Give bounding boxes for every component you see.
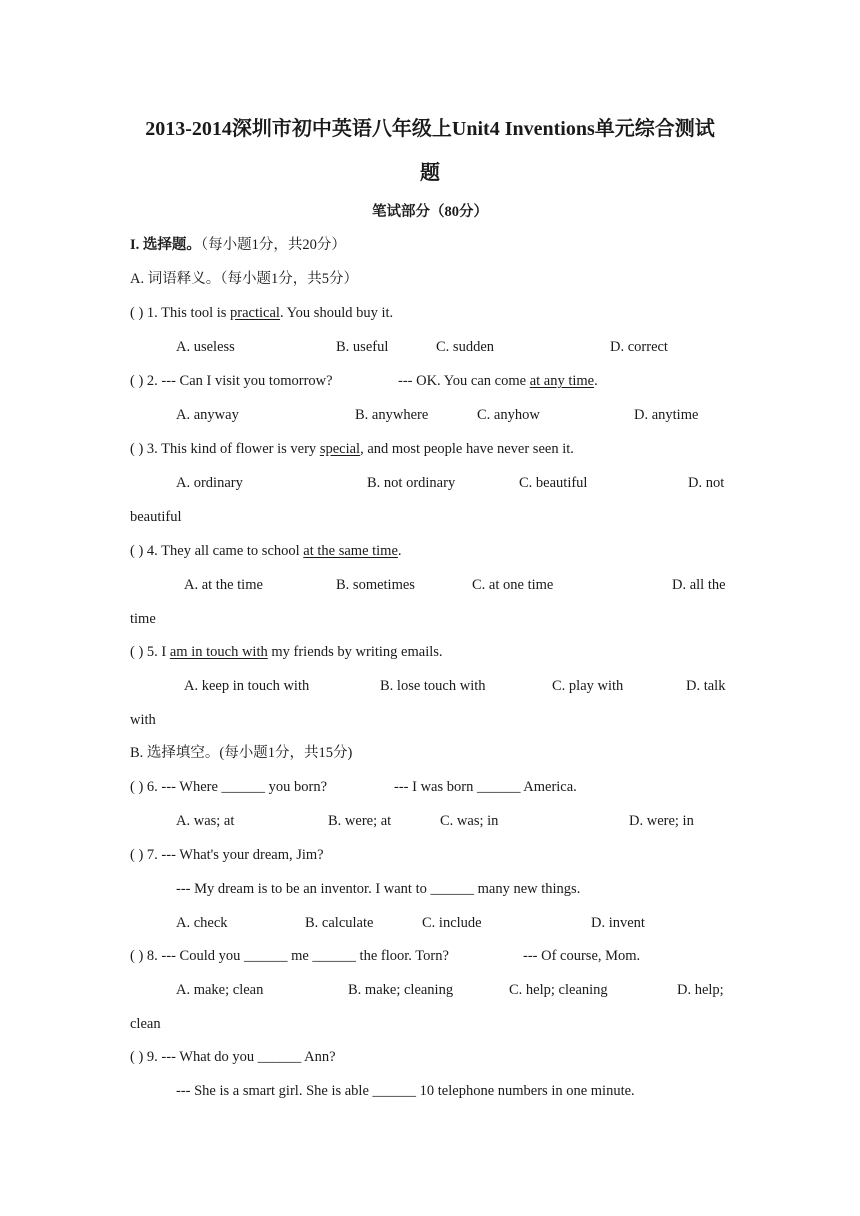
option-5c: C. play with: [552, 678, 624, 694]
option-4c: C. at one time: [472, 577, 554, 593]
question-2-reply: --- OK. You can come at any time.: [398, 373, 598, 389]
question-7: ( ) 7. --- What's your dream, Jim?: [130, 847, 324, 863]
option-8a: A. make; clean: [176, 982, 264, 998]
question-4: ( ) 4. They all came to school at the same time.: [130, 543, 402, 559]
option-8d-wrap: clean: [130, 1016, 161, 1032]
part-b-heading: B. 选择填空。(每小题1分，共15分): [130, 745, 353, 761]
option-8b: B. make; cleaning: [348, 982, 454, 998]
option-6a: A. was; at: [176, 813, 235, 829]
question-7-reply: --- My dream is to be an inventor. I want to ______ many new things.: [176, 881, 581, 897]
document-title-line1: 2013-2014深圳市初中英语八年级上Unit4 Inventions单元综合测试: [145, 118, 715, 140]
option-2a: A. anyway: [176, 407, 239, 423]
option-4b: B. sometimes: [336, 577, 415, 593]
option-4d: D. all the: [672, 577, 726, 593]
underlined-phrase: am in touch with: [169, 644, 268, 660]
question-3: ( ) 3. This kind of flower is very special, and most people have never seen it.: [130, 441, 574, 457]
option-3c: C. beautiful: [519, 475, 588, 491]
option-5b: B. lose touch with: [380, 678, 486, 694]
option-5a: A. keep in touch with: [184, 678, 310, 694]
option-8d: D. help;: [677, 982, 724, 998]
question-6: ( ) 6. --- Where ______ you born?: [130, 779, 328, 795]
document-title-line2: 题: [420, 162, 440, 184]
option-3d: D. not: [688, 475, 725, 491]
option-2d: D. anytime: [634, 407, 699, 423]
question-8: ( ) 8. --- Could you ______ me ______ the floor. Torn?: [130, 948, 449, 964]
option-5d-wrap: with: [130, 712, 156, 728]
underlined-phrase: practical: [230, 305, 280, 321]
option-4d-wrap: time: [130, 611, 156, 627]
option-3d-wrap: beautiful: [130, 509, 182, 525]
option-1c: C. sudden: [436, 339, 494, 355]
option-3a: A. ordinary: [176, 475, 243, 491]
option-7b: B. calculate: [305, 915, 374, 931]
option-8c: C. help; cleaning: [509, 982, 608, 998]
question-9: ( ) 9. --- What do you ______ Ann?: [130, 1049, 336, 1065]
option-7d: D. invent: [591, 915, 645, 931]
question-9-reply: --- She is a smart girl. She is able ______ 10 telephone numbers in one minute.: [176, 1083, 635, 1099]
option-6c: C. was; in: [440, 813, 499, 829]
option-5d: D. talk: [686, 678, 726, 694]
question-5: ( ) 5. I am in touch with my friends by writing emails.: [130, 644, 443, 660]
question-6-reply: --- I was born ______ America.: [394, 779, 577, 795]
question-2: ( ) 2. --- Can I visit you tomorrow?: [130, 373, 333, 389]
option-6d: D. were; in: [629, 813, 694, 829]
option-7c: C. include: [422, 915, 482, 931]
section-1-label: I. 选择题。: [130, 237, 201, 253]
option-6b: B. were; at: [328, 813, 392, 829]
option-4a: A. at the time: [184, 577, 263, 593]
section-1-heading: [130, 236, 346, 254]
option-3b: B. not ordinary: [367, 475, 456, 491]
underlined-phrase: special: [319, 441, 361, 457]
option-1d: D. correct: [610, 339, 668, 355]
option-1a: A. useless: [176, 339, 235, 355]
option-2c: C. anyhow: [477, 407, 540, 423]
part-a-heading: A. 词语释义。（每小题1分，共5分）: [130, 271, 358, 287]
option-1b: B. useful: [336, 339, 389, 355]
section-subtitle: 笔试部分（80分）: [372, 204, 488, 220]
question-1: ( ) 1. This tool is practical. You should buy it.: [130, 305, 394, 321]
underlined-phrase: at any time: [529, 373, 595, 389]
underlined-phrase: at the same time: [303, 543, 398, 559]
option-7a: A. check: [176, 915, 228, 931]
section-1-note: （每小题1分，共20分）: [200, 237, 346, 253]
question-8-reply: --- Of course, Mom.: [523, 948, 641, 964]
option-2b: B. anywhere: [355, 407, 429, 423]
